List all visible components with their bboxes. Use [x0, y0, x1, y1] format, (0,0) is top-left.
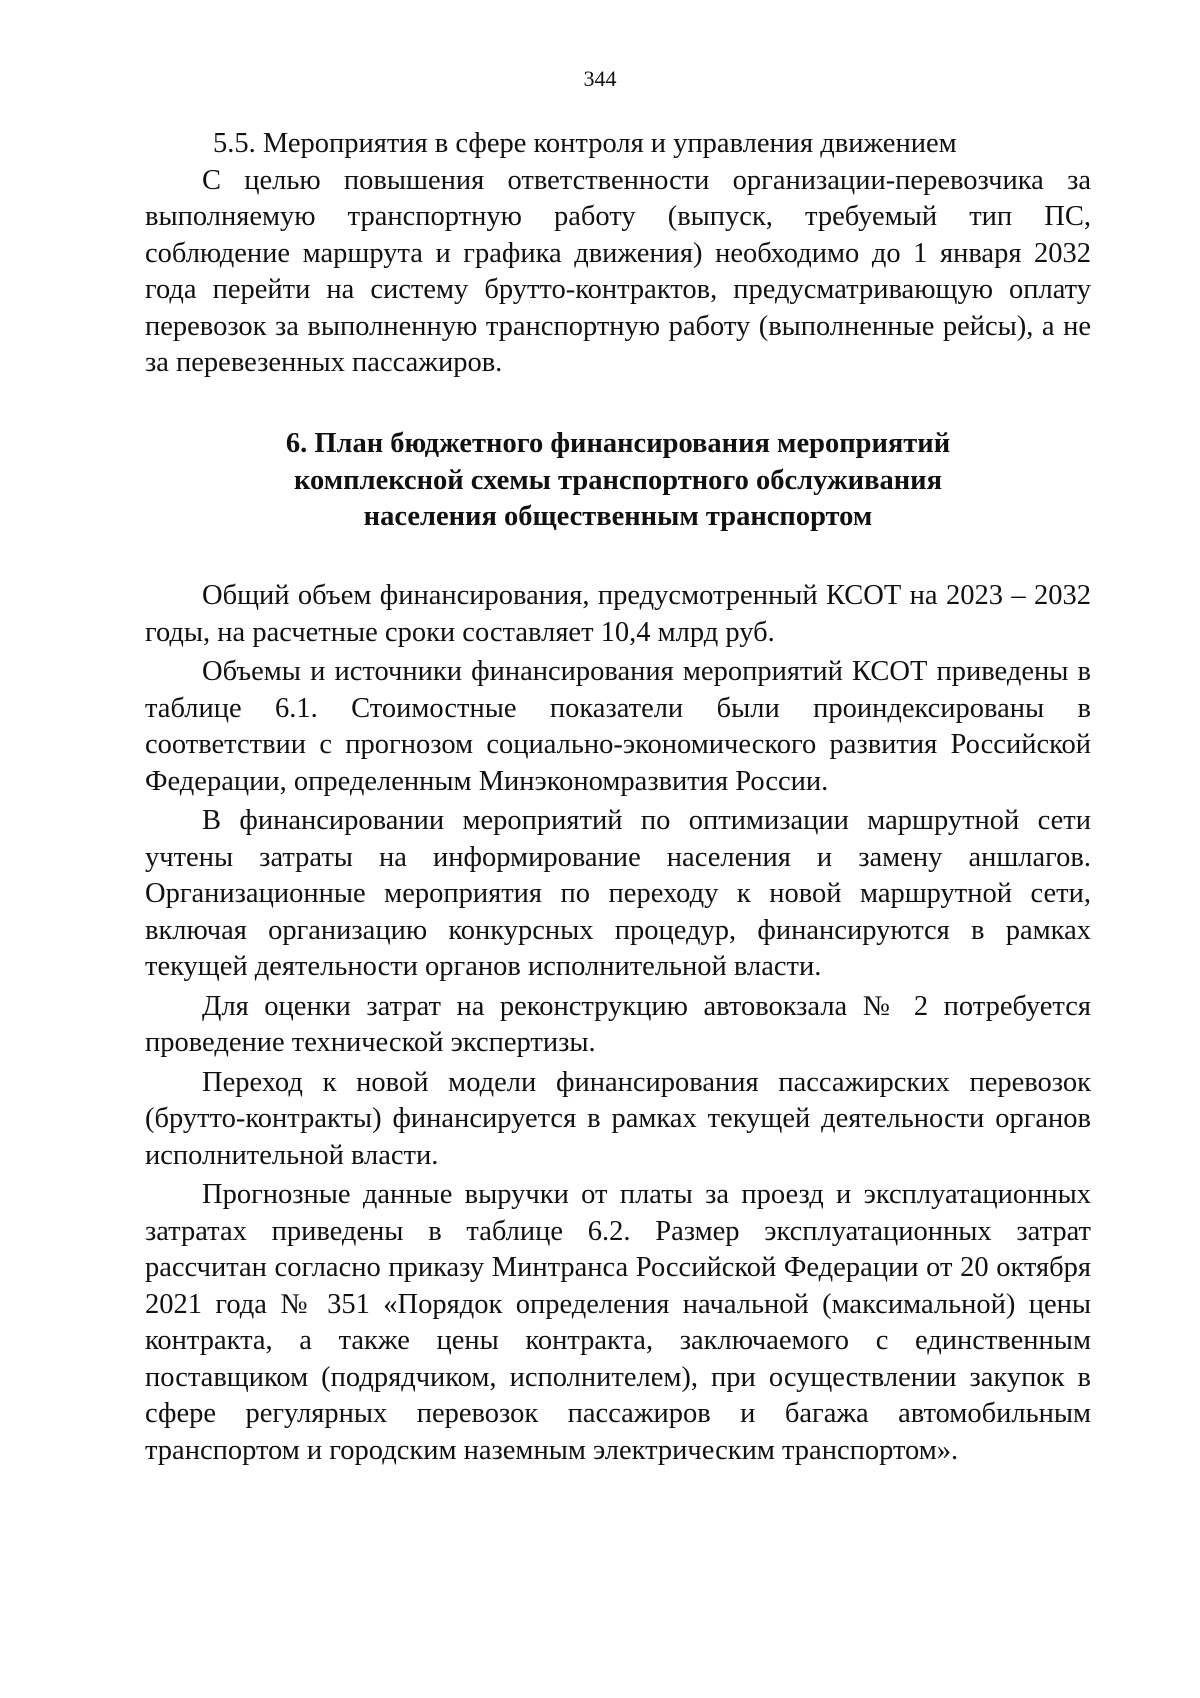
page-number: 344	[583, 66, 617, 91]
section-6-title-line: 6. План бюджетного финансирования мероприятий	[285, 428, 951, 459]
body-paragraph: В финансировании мероприятий по оптимизации маршрутной сети учтены затраты на информирование населения и замену аншлагов. Организационные мероприятия по переходу к новой маршрутной сети, включая организацию конкурсных процедур, финансируются в рамках текущей деятельности органов исполнительной власти.	[145, 805, 1091, 982]
section-5-5-paragraph: С целью повышения ответственности организации-перевозчика за выполняемую транспортную работу (выпуск, требуемый тип ПС, соблюдение маршрута и графика движения) необходимо до 1 января 2032 года перейти на систему брутто-контрактов, предусматривающую оплату перевозок за выполненную транспортную работу (выполненные рейсы), а не за перевезенных пассажиров.	[145, 164, 1091, 378]
body-paragraph: Общий объем финансирования, предусмотренный КСОТ на 2023 – 2032 годы, на расчетные сроки составляет 10,4 млрд руб.	[145, 580, 1091, 648]
section-6-body	[145, 578, 1091, 1472]
body-paragraph: Объемы и источники финансирования мероприятий КСОТ приведены в таблице 6.1. Стоимостные показатели были проиндексированы в соответствии с прогнозом социально-экономического развития Российской Федерации, определенным Минэкономразвития России.	[145, 656, 1091, 797]
body-paragraph: Переход к новой модели финансирования пассажирских перевозок (брутто-контракты) финансируется в рамках текущей деятельности органов исполнительной власти.	[145, 1066, 1091, 1171]
section-6-title-line: комплексной схемы транспортного обслуживания	[294, 464, 942, 496]
body-paragraph: Для оценки затрат на реконструкцию автовокзала № 2 потребуется проведение технической экспертизы.	[145, 990, 1091, 1058]
section-6-title-line: населения общественным транспортом	[363, 501, 873, 532]
body-paragraph: Прогнозные данные выручки от платы за проезд и эксплуатационных затратах приведены в таблице 6.2. Размер эксплуатационных затрат рассчитан согласно приказу Минтранса Российской Федерации от 20 октября 2021 года № 351 «Порядок определения начальной (максимальной) цены контракта, а также цены контракта, заключаемого с единственным поставщиком (подрядчиком, исполнителем), при осуществлении закупок в сфере регулярных перевозок пассажиров и багажа автомобильным транспортом и городским наземным электрическим транспортом».	[145, 1179, 1091, 1466]
section-5-5-heading: 5.5. Мероприятия в сфере контроля и управления движением	[213, 128, 957, 159]
section-6-title	[145, 426, 1091, 536]
section-5-5	[145, 126, 1091, 382]
